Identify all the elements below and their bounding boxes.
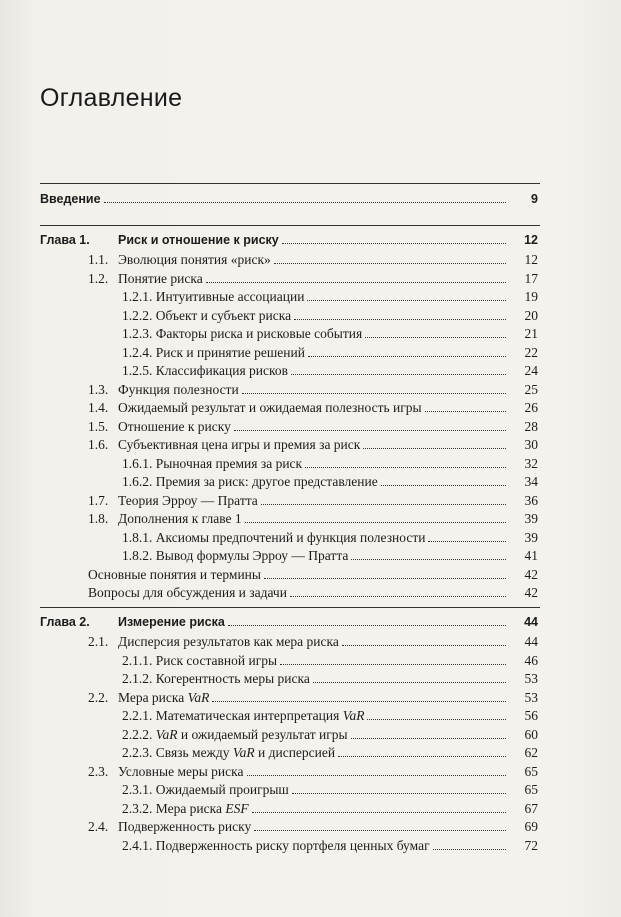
- toc-entry[interactable]: [88, 400, 538, 418]
- entry-title: 1.2.4. Риск и принятие решений: [122, 344, 305, 360]
- toc-entry[interactable]: [88, 492, 538, 511]
- page-number: 36: [524, 492, 538, 508]
- page-number: 24: [524, 363, 538, 378]
- page-number: 39: [524, 529, 538, 545]
- page-number: 9: [531, 192, 538, 206]
- page-number: 53: [524, 671, 538, 686]
- page-number: 72: [524, 837, 538, 853]
- entry-title: Понятие риска: [118, 270, 203, 286]
- toc-entry[interactable]: [88, 567, 538, 585]
- entry-number: 1.5.: [88, 418, 109, 434]
- entry-title: Дополнения к главе 1: [118, 511, 242, 526]
- dot-leader: [351, 737, 506, 739]
- dot-leader: [290, 595, 506, 597]
- entry-title: 2.3.2. Мера риска ESF: [122, 800, 249, 816]
- entry-title: 1.8.1. Аксиомы предпочтений и функция полезности: [122, 529, 426, 545]
- toc-entry[interactable]: [122, 326, 538, 344]
- dot-leader: [254, 829, 506, 831]
- toc-entry[interactable]: [88, 819, 538, 837]
- toc-entry[interactable]: [122, 308, 538, 326]
- toc-entry[interactable]: [122, 363, 538, 381]
- entry-title: Условные меры риска: [118, 763, 244, 779]
- entry-number: 1.6.: [88, 437, 109, 452]
- dot-leader: [381, 484, 506, 486]
- page-number: 22: [524, 344, 538, 360]
- entry-number: Глава 2.: [40, 615, 90, 629]
- dot-leader: [294, 318, 506, 320]
- dot-leader: [228, 624, 506, 626]
- dot-leader: [425, 410, 506, 412]
- entry-title: 1.2.1. Интуитивные ассоциации: [122, 289, 305, 304]
- entry-title: Функция полезности: [118, 381, 239, 397]
- page-number: 65: [524, 763, 538, 779]
- toc-entry[interactable]: [122, 801, 538, 819]
- entry-title: Вопросы для обсуждения и задачи: [88, 585, 287, 600]
- entry-title: 2.3.1. Ожидаемый проигрыш: [122, 782, 289, 797]
- dot-leader: [104, 201, 506, 203]
- dot-leader: [292, 792, 506, 794]
- page-number: 34: [524, 474, 538, 489]
- entry-title: 2.2.3. Связь между VaR и дисперсией: [122, 745, 336, 760]
- entry-number: 1.8.: [88, 511, 109, 526]
- entry-title: 1.8.2. Вывод формулы Эрроу — Пратта: [122, 548, 349, 563]
- toc-intro[interactable]: [40, 192, 538, 210]
- page-number: 69: [524, 819, 538, 834]
- page-title: Оглавление: [40, 84, 183, 112]
- dot-leader: [206, 281, 506, 283]
- page-number: 39: [524, 511, 538, 526]
- page-number: 21: [524, 326, 538, 341]
- dot-leader: [367, 718, 506, 720]
- dot-leader: [242, 392, 506, 394]
- entry-title: 1.2.3. Факторы риска и рисковые события: [122, 326, 363, 341]
- page-number: 12: [524, 252, 538, 267]
- entry-number: 2.1.: [88, 634, 109, 649]
- section-divider: [40, 225, 540, 226]
- toc-entry[interactable]: [88, 418, 538, 437]
- dot-leader: [305, 466, 506, 468]
- page-number: 12: [524, 233, 538, 247]
- dot-leader: [261, 503, 506, 505]
- toc-entry[interactable]: [122, 289, 538, 307]
- page-number: 65: [524, 782, 538, 797]
- page-number: 41: [524, 548, 538, 563]
- page-number: 20: [524, 307, 538, 323]
- entry-number: 1.7.: [88, 492, 109, 508]
- dot-leader: [264, 577, 506, 579]
- dot-leader: [252, 811, 506, 813]
- entry-number: 1.4.: [88, 400, 109, 415]
- entry-title: Измерение риска: [118, 615, 225, 629]
- entry-title: 1.6.2. Премия за риск: другое представление: [122, 474, 378, 489]
- page-number: 53: [524, 689, 538, 705]
- entry-title: 2.2.1. Математическая интерпретация VaR: [122, 708, 365, 723]
- entry-title: 1.2.2. Объект и субъект риска: [122, 307, 292, 323]
- entry-number: 1.1.: [88, 252, 109, 267]
- entry-title: Мера риска VaR: [118, 689, 210, 705]
- toc-entry[interactable]: [88, 689, 538, 708]
- entry-title: 1.2.5. Классификация рисков: [122, 363, 289, 378]
- entry-number: 2.3.: [88, 763, 109, 779]
- entry-title: Ожидаемый результат и ожидаемая полезность игры: [118, 400, 422, 415]
- dot-leader: [338, 755, 506, 757]
- page-number: 67: [524, 800, 538, 816]
- toc-entry[interactable]: [122, 456, 538, 474]
- entry-number: 2.2.: [88, 689, 109, 705]
- entry-title: Основные понятия и термины: [88, 566, 261, 582]
- page-number: 42: [524, 585, 538, 600]
- toc-entry[interactable]: [122, 530, 538, 548]
- entry-title: Подверженность риску: [118, 819, 252, 834]
- entry-title: 2.2.2. VaR и ожидаемый результат игры: [122, 726, 348, 742]
- page-number: 46: [524, 652, 538, 668]
- dot-leader: [245, 521, 506, 523]
- dot-leader: [274, 262, 506, 264]
- entry-title: Отношение к риску: [118, 418, 231, 434]
- page-number: 17: [524, 270, 538, 286]
- dot-leader: [365, 336, 506, 338]
- entry-title: Дисперсия результатов как мера риска: [118, 634, 339, 649]
- page-number: 28: [524, 418, 538, 434]
- page-number: 26: [524, 400, 538, 415]
- entry-title: 2.1.1. Риск составной игры: [122, 652, 278, 668]
- entry-number: 1.3.: [88, 381, 109, 397]
- page-number: 32: [524, 455, 538, 471]
- dot-leader: [280, 663, 506, 665]
- entry-title: 1.6.1. Рыночная премия за риск: [122, 455, 303, 471]
- toc-entry[interactable]: [122, 653, 538, 671]
- entry-title: Эволюция понятия «риск»: [118, 252, 271, 267]
- dot-leader: [363, 447, 506, 449]
- dot-leader: [307, 299, 506, 301]
- page-number: 30: [524, 437, 538, 452]
- dot-leader: [428, 540, 506, 542]
- page-number: 44: [524, 615, 538, 629]
- page-number: 60: [524, 726, 538, 742]
- toc-entry[interactable]: [122, 782, 538, 800]
- toc-entry[interactable]: [88, 270, 538, 289]
- dot-leader: [212, 700, 506, 702]
- toc-entry[interactable]: [88, 585, 538, 603]
- page-number: 42: [524, 566, 538, 582]
- dot-leader: [313, 681, 506, 683]
- toc-entry[interactable]: [122, 548, 538, 566]
- entry-title: Теория Эрроу — Пратта: [118, 492, 258, 508]
- dot-leader: [433, 848, 506, 850]
- dot-leader: [291, 373, 506, 375]
- dot-leader: [247, 774, 507, 776]
- dot-leader: [351, 558, 506, 560]
- entry-title: Введение: [40, 192, 101, 206]
- page-number: 56: [524, 708, 538, 723]
- toc-entry[interactable]: [122, 727, 538, 745]
- toc-entry[interactable]: [122, 345, 538, 363]
- toc-entry[interactable]: [122, 474, 538, 492]
- page-number: 19: [524, 289, 538, 304]
- dot-leader: [282, 242, 506, 244]
- dot-leader: [234, 429, 506, 431]
- entry-number: 2.4.: [88, 819, 109, 834]
- toc-entry[interactable]: [88, 634, 538, 652]
- entry-title: 2.4.1. Подверженность риску портфеля ценных бумаг: [122, 837, 430, 853]
- toc-entry[interactable]: [88, 252, 538, 270]
- toc-entry[interactable]: [122, 838, 538, 856]
- page-number: 44: [524, 634, 538, 649]
- section-divider: [40, 607, 540, 608]
- toc-entry[interactable]: [88, 437, 538, 455]
- toc-entry[interactable]: [88, 763, 538, 782]
- toc-entry[interactable]: [88, 511, 538, 529]
- section-divider: [40, 183, 540, 184]
- toc-entry[interactable]: [88, 381, 538, 400]
- toc-entry[interactable]: [122, 745, 538, 763]
- entry-title: Субъективная цена игры и премия за риск: [118, 437, 361, 452]
- toc-entry[interactable]: [122, 708, 538, 726]
- entry-number: Глава 1.: [40, 233, 90, 247]
- entry-number: 1.2.: [88, 270, 109, 286]
- page-number: 62: [524, 745, 538, 760]
- page-number: 25: [524, 381, 538, 397]
- toc-entry[interactable]: [122, 671, 538, 689]
- dot-leader: [308, 355, 506, 357]
- toc-chapter-1[interactable]: [40, 233, 538, 251]
- entry-title: Риск и отношение к риску: [118, 233, 279, 247]
- entry-title: 2.1.2. Когерентность меры риска: [122, 671, 310, 686]
- dot-leader: [342, 644, 506, 646]
- toc-chapter-2[interactable]: [40, 615, 538, 633]
